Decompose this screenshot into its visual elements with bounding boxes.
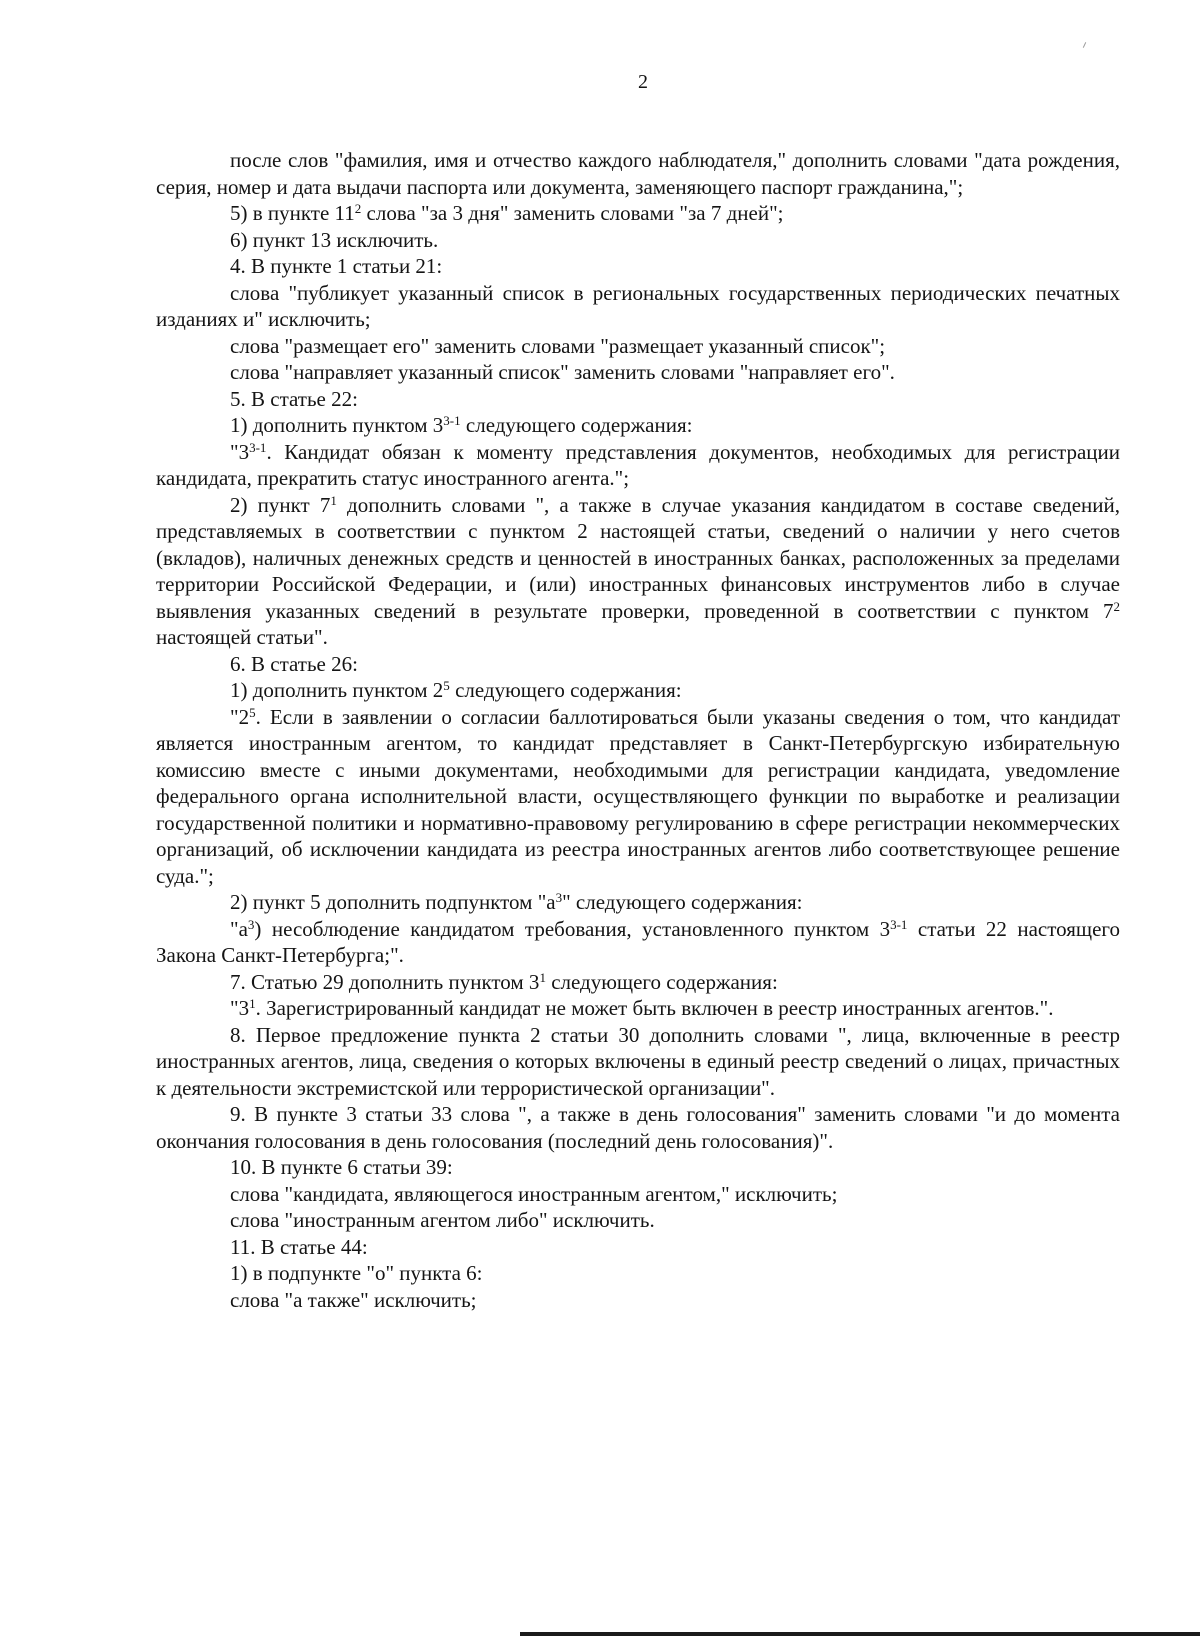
- text-run: слова "направляет указанный список" заменить словами "направляет его".: [230, 360, 895, 384]
- paragraph: [156, 889, 1120, 916]
- superscript: 5: [443, 677, 450, 693]
- superscript: 3-1: [890, 916, 908, 932]
- paragraph: [156, 359, 1120, 386]
- text-run: слова "а также" исключить;: [230, 1287, 477, 1312]
- text-run: статьи 22 настоящего Закона Санкт-Петербурга;".: [156, 916, 1120, 967]
- text-run: . Если в заявлении о согласии баллотироваться были указаны сведения о том, что кандидат является иностранным агентом, то кандидат представляет в Санкт-Петербургскую избирательную комиссию вместе с иными документами, необходимыми для регистрации кандидата, уведомление федерального органа исполнительной власти, осуществляющего функции по выработке и реализации государственной политики и нормативно-правовому регулированию в сфере регистрации некоммерческих организаций, об исключении кандидата из реестра иностранных агентов либо соответствующее решение суда.";: [156, 704, 1120, 888]
- paragraph: [156, 651, 1120, 678]
- text-run: 1) в подпункте "о" пункта 6:: [230, 1261, 483, 1285]
- text-run: слова "за 3 дня" заменить словами "за 7 дней";: [361, 201, 784, 225]
- bottom-scan-edge: [520, 1632, 1200, 1636]
- scan-mark: [1083, 42, 1086, 48]
- paragraph: [156, 253, 1120, 280]
- text-run: 1) дополнить пунктом 2: [230, 678, 444, 702]
- text-run: 6) пункт 13 исключить.: [230, 227, 439, 252]
- text-run: 6. В статье 26:: [230, 651, 358, 676]
- paragraph: [156, 333, 1120, 360]
- paragraph: [156, 147, 1120, 200]
- superscript: 2: [1113, 598, 1120, 614]
- text-run: 1) дополнить пунктом 3: [230, 413, 444, 437]
- text-run: следующего содержания:: [460, 413, 693, 437]
- superscript: 1: [330, 492, 337, 508]
- superscript: 3-1: [443, 412, 461, 428]
- superscript: 3: [555, 889, 563, 905]
- paragraph: [156, 1181, 1120, 1208]
- text-run: слова "публикует указанный список в региональных государственных периодических печатных изданиях и" исключить;: [156, 280, 1120, 331]
- paragraph: [156, 1154, 1120, 1181]
- text-run: "а: [230, 916, 248, 941]
- paragraph: [156, 1101, 1120, 1154]
- text-run: следующего содержания:: [449, 678, 682, 702]
- paragraph: [156, 995, 1120, 1022]
- paragraph: [156, 1234, 1120, 1261]
- text-run: 2) пункт 5 дополнить подпунктом "а: [230, 890, 556, 914]
- paragraph: [156, 227, 1120, 254]
- text-run: ) несоблюдение кандидатом требования, установленного пунктом 3: [254, 916, 891, 941]
- paragraph: [156, 969, 1120, 996]
- text-run: . Кандидат обязан к моменту представления документов, необходимых для регистрации кандидата, прекратить статус иностранного агента.";: [156, 439, 1120, 490]
- text-run: 7. Статью 29 дополнить пунктом 3: [230, 969, 540, 994]
- text-run: следующего содержания:: [545, 969, 778, 994]
- document-body: [156, 147, 1120, 1313]
- text-run: слова "иностранным агентом либо" исключить.: [230, 1208, 655, 1232]
- superscript: 3-1: [249, 439, 267, 455]
- paragraph: [156, 677, 1120, 704]
- text-run: слова "размещает его" заменить словами "размещает указанный список";: [230, 333, 886, 358]
- text-run: настоящей статьи".: [156, 625, 328, 649]
- page-number: 2: [638, 71, 648, 93]
- text-run: 8. Первое предложение пункта 2 статьи 30 дополнить словами ", лица, включенные в реестр иностранных агентов, лица, сведения о которых включены в единый реестр сведений о лицах, причастных к деятельности экстремистской или террористической организации".: [156, 1022, 1120, 1100]
- paragraph: [156, 1022, 1120, 1102]
- superscript: 1: [539, 969, 546, 985]
- superscript: 1: [249, 995, 256, 1011]
- text-run: 10. В пункте 6 статьи 39:: [230, 1155, 453, 1179]
- text-run: 2) пункт 7: [230, 492, 331, 517]
- paragraph: [156, 200, 1120, 227]
- text-run: после слов "фамилия, имя и отчество каждого наблюдателя," дополнить словами "дата рождения, серия, номер и дата выдачи паспорта или документа, заменяющего паспорт гражданина,";: [156, 148, 1120, 199]
- text-run: 4. В пункте 1 статьи 21:: [230, 254, 443, 278]
- text-run: слова "кандидата, являющегося иностранным агентом," исключить;: [230, 1181, 838, 1206]
- paragraph: [156, 412, 1120, 439]
- paragraph: [156, 1287, 1120, 1314]
- text-run: "3: [230, 439, 250, 464]
- paragraph: [156, 386, 1120, 413]
- paragraph: [156, 439, 1120, 492]
- text-run: 5. В статье 22:: [230, 386, 358, 411]
- text-run: " следующего содержания:: [562, 890, 803, 914]
- superscript: 5: [249, 704, 256, 720]
- text-run: "2: [230, 704, 250, 729]
- text-run: . Зарегистрированный кандидат не может быть включен в реестр иностранных агентов.".: [255, 996, 1054, 1020]
- paragraph: [156, 1260, 1120, 1287]
- paragraph: [156, 280, 1120, 333]
- paragraph: [156, 704, 1120, 890]
- superscript: 2: [354, 200, 362, 216]
- paragraph: [156, 916, 1120, 969]
- text-run: дополнить словами ", а также в случае указания кандидатом в составе сведений, представляемых в соответствии с пунктом 2 настоящей статьи, сведений о наличии у него счетов (вкладов), наличных денежных средств и ценностей в иностранных банках, расположенных за пределами территории Российской Федерации, и (или) иностранных финансовых инструментов либо в случае выявления указанных сведений в результате проверки, проведенной в соответствии с пунктом 7: [156, 492, 1120, 623]
- text-run: 11. В статье 44:: [230, 1234, 368, 1259]
- text-run: 5) в пункте 11: [230, 201, 355, 225]
- paragraph: [156, 1207, 1120, 1234]
- text-run: 9. В пункте 3 статьи 33 слова ", а также в день голосования" заменить словами "и до момента окончания голосования в день голосования (последний день голосования)".: [156, 1102, 1120, 1153]
- paragraph: [156, 492, 1120, 651]
- superscript: 3: [247, 916, 255, 932]
- text-run: "3: [230, 996, 250, 1020]
